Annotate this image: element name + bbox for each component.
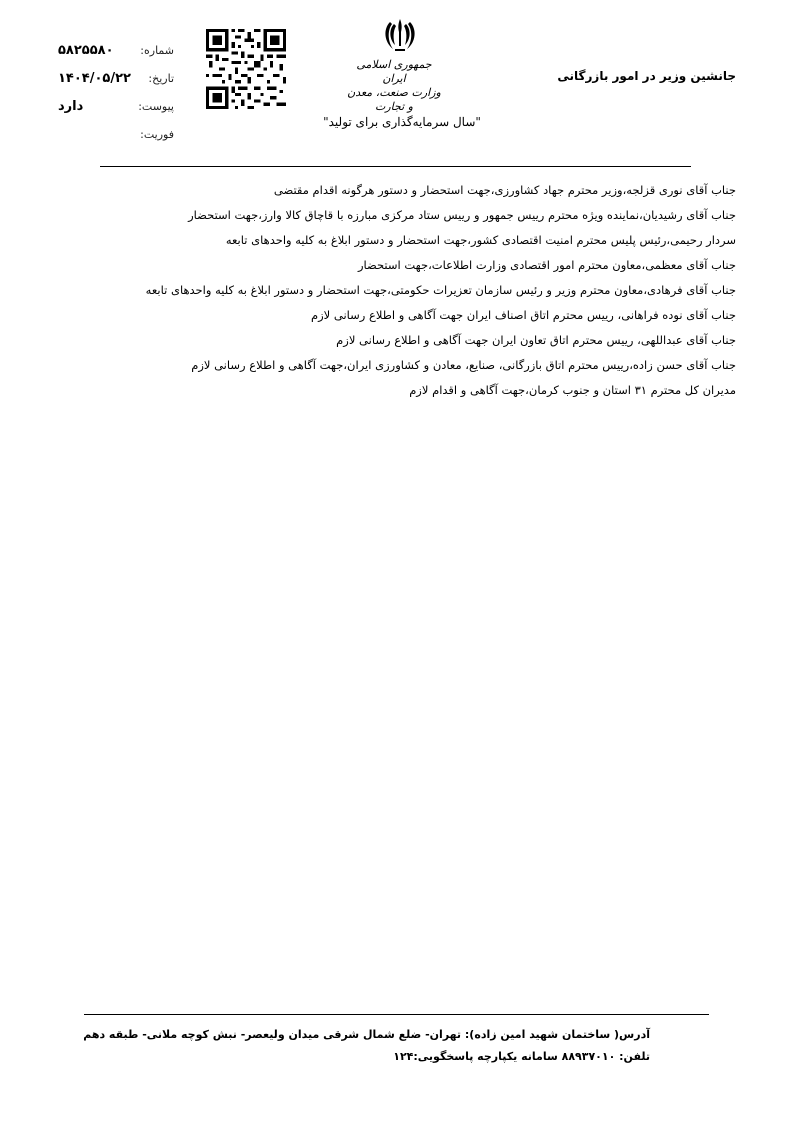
iran-emblem-icon xyxy=(380,16,420,56)
date-label: تاریخ: xyxy=(148,71,174,85)
attachment-value: دارد xyxy=(58,98,84,114)
recipient-line: جناب آقای معظمی،معاون محترم امور اقتصادی وزارت اطلاعات،جهت استحضار xyxy=(357,258,736,272)
footer-phone: تلفن: ۸۸۹۳۷۰۱۰ سامانه یکپارچه پاسخگویی:۱۲۴ xyxy=(393,1050,650,1063)
footer-address: آدرس( ساختمان شهید امین زاده): تهران- ضلع شمال شرقی میدان ولیعصر- نبش کوچه ملانی- طبقه دهم xyxy=(83,1028,650,1041)
recipient-line: جناب آقای عبداللهی، رییس محترم اتاق تعاون ایران جهت آگاهی و اطلاع رسانی لازم xyxy=(336,333,736,347)
recipient-line: جناب آقای نوری قزلجه،وزیر محترم جهاد کشاورزی،جهت استحضار و دستور هرگونه اقدام مقتضی xyxy=(273,183,736,197)
recipients-list xyxy=(90,178,736,403)
ministry-heading xyxy=(346,58,442,114)
gov-line-1: جمهوری اسلامی ایران xyxy=(356,58,432,85)
footer-divider xyxy=(84,1014,709,1015)
meta-attachment xyxy=(58,92,174,120)
meta-urgency xyxy=(58,120,174,148)
gov-line-2: وزارت صنعت، معدن و تجارت xyxy=(347,86,441,113)
recipient-line: جناب آقای حسن زاده،رییس محترم اتاق بازرگانی، صنایع، معادن و کشاورزی ایران،جهت آگاهی و اطلاع رسانی لازم xyxy=(191,358,736,372)
year-motto: "سال سرمایه‌گذاری برای تولید" xyxy=(323,115,481,129)
urgency-label: فوریت: xyxy=(140,127,174,141)
meta-number xyxy=(58,36,174,64)
recipient-line: جناب آقای فرهادی،معاون محترم وزیر و رئیس سازمان تعزیرات حکومتی،جهت استحضار و دستور ابلاغ به کلیه واحدهای تابعه xyxy=(145,283,736,297)
number-value: ۵۸۲۵۵۸۰ xyxy=(58,42,114,58)
meta-date xyxy=(58,64,174,92)
recipient-line: جناب آقای رشیدیان،نماینده ویژه محترم رییس جمهور و رییس ستاد مرکزی مبارزه با قاچاق کالا وارز،جهت استحضار xyxy=(188,208,736,222)
recipient-line: مدیران کل محترم ۳۱ استان و جنوب کرمان،جهت آگاهی و اقدام لازم xyxy=(409,383,736,397)
header-divider xyxy=(100,166,691,167)
recipient-line: جناب آقای نوده فراهانی، رییس محترم اتاق اصناف ایران جهت آگاهی و اطلاع رسانی لازم xyxy=(310,308,736,322)
letter-meta xyxy=(58,36,174,148)
attachment-label: پیوست: xyxy=(138,99,174,113)
number-label: شماره: xyxy=(140,43,174,57)
qr-code-icon xyxy=(206,29,286,109)
date-value: ۱۴۰۴/۰۵/۲۲ xyxy=(58,70,131,86)
sender-title: جانشین وزیر در امور بازرگانی xyxy=(557,69,736,83)
recipient-line: سردار رحیمی،رئیس پلیس محترم امنیت اقتصادی کشور،جهت استحضار و دستور ابلاغ به کلیه واحدهای تابعه xyxy=(225,233,736,247)
